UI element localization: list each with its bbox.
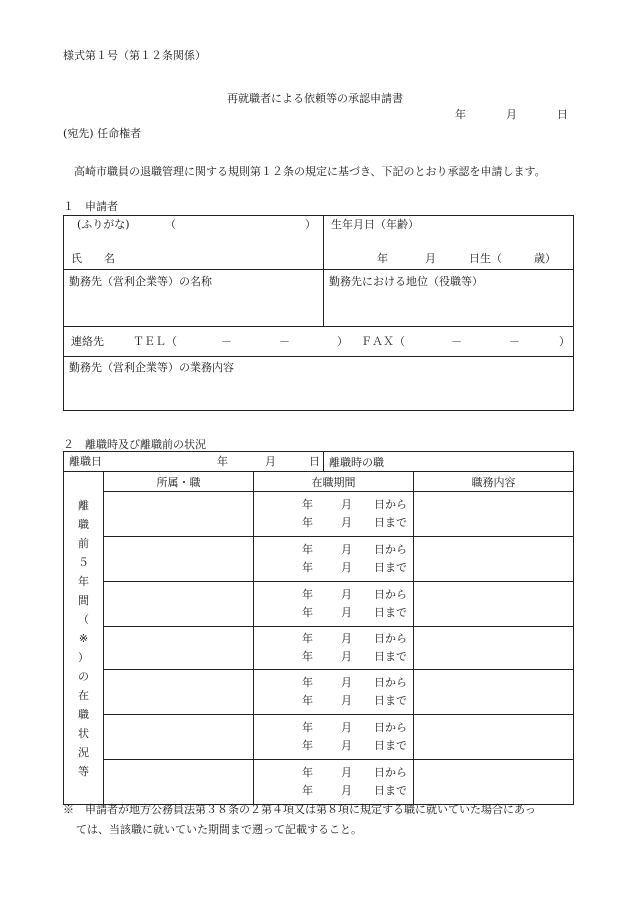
period-to-day: 日まで xyxy=(374,784,407,797)
period-from xyxy=(254,541,413,559)
period-from-month: 月 xyxy=(341,543,352,556)
period-to xyxy=(254,692,413,710)
period-to-month: 月 xyxy=(341,739,352,752)
date-day-label: 日 xyxy=(557,108,568,121)
name-cell[interactable] xyxy=(64,216,324,270)
period-to-day: 日まで xyxy=(374,739,407,752)
tel-dash-2: － xyxy=(279,335,290,348)
career-row xyxy=(64,760,574,805)
career-row xyxy=(64,582,574,627)
period-to-year: 年 xyxy=(302,739,313,752)
vertical-label-char: （ xyxy=(78,612,89,626)
furigana-label: (ふりがな) xyxy=(77,218,130,231)
retire-month: 月 xyxy=(265,455,276,468)
career-row xyxy=(64,537,574,582)
name-label: 氏 名 xyxy=(71,252,115,265)
duties-cell[interactable] xyxy=(414,627,574,670)
vertical-label-char: 状 xyxy=(78,726,89,740)
period-cell[interactable] xyxy=(254,715,414,760)
period-from xyxy=(254,586,413,604)
career-row xyxy=(64,492,574,537)
applicant-table xyxy=(63,215,574,411)
affiliation-cell[interactable] xyxy=(104,627,254,670)
position-label: 勤務先における地位（役職等） xyxy=(329,275,483,288)
period-to xyxy=(254,559,413,577)
vertical-label-char: 離 xyxy=(78,498,89,512)
period-to-month: 月 xyxy=(341,516,352,529)
period-cell[interactable] xyxy=(254,670,414,715)
career-row xyxy=(64,627,574,670)
duties-cell[interactable] xyxy=(414,670,574,715)
fax-dash-2: － xyxy=(509,335,520,348)
tel-dash-1: － xyxy=(221,335,232,348)
career-row xyxy=(64,715,574,760)
period-from-month: 月 xyxy=(341,632,352,645)
business-label: 勤務先（営利企業等）の業務内容 xyxy=(69,361,234,374)
period-to-year: 年 xyxy=(302,694,313,707)
period-from-month: 月 xyxy=(341,721,352,734)
period-to-month: 月 xyxy=(341,784,352,797)
period-from-year: 年 xyxy=(302,498,313,511)
vertical-label-char: 職 xyxy=(78,517,89,531)
period-from-day: 日から xyxy=(374,543,407,556)
period-from xyxy=(254,674,413,692)
form-number: 様式第１号（第１２条関係） xyxy=(63,49,206,62)
vertical-label-char: 在 xyxy=(78,688,89,702)
duties-cell[interactable] xyxy=(414,582,574,627)
vertical-label-char: 職 xyxy=(78,707,89,721)
retire-position-label: 離職時の職 xyxy=(329,455,385,469)
contact-cell[interactable] xyxy=(64,327,574,357)
document-title: 再就職者による依頼等の承認申請書 xyxy=(227,92,403,105)
duties-cell[interactable] xyxy=(414,760,574,805)
footnote-line2: ては、当該職に就いていた期間まで遡って記載すること。 xyxy=(76,823,362,836)
period-from-month: 月 xyxy=(341,588,352,601)
affiliation-cell[interactable] xyxy=(104,760,254,805)
col-period: 在職期間 xyxy=(254,472,414,492)
period-to xyxy=(254,514,413,532)
period-to-day: 日まで xyxy=(374,650,407,663)
vertical-label-char: ） xyxy=(78,650,89,664)
duties-cell[interactable] xyxy=(414,715,574,760)
birth-cell[interactable] xyxy=(324,216,574,270)
retire-date-label: 離職日 xyxy=(69,455,102,468)
date-year-label: 年 xyxy=(455,108,466,121)
col-affiliation: 所属・職 xyxy=(104,472,254,492)
period-to-year: 年 xyxy=(302,516,313,529)
period-to-month: 月 xyxy=(341,561,352,574)
period-from xyxy=(254,496,413,514)
affiliation-cell[interactable] xyxy=(104,537,254,582)
vertical-label-char: 年 xyxy=(78,574,89,588)
period-from-day: 日から xyxy=(374,766,407,779)
addressee: (宛先) 任命権者 xyxy=(63,127,142,140)
vertical-label-char: 間 xyxy=(78,593,89,607)
intro-text: 高崎市職員の退職管理に関する規則第１２条の規定に基づき、下記のとおり承認を申請します。 xyxy=(74,165,546,178)
retire-day: 日 xyxy=(309,455,320,468)
affiliation-cell[interactable] xyxy=(104,670,254,715)
contact-label: 連絡先 xyxy=(71,335,104,348)
period-to xyxy=(254,604,413,622)
application-date[interactable] xyxy=(455,106,568,122)
period-from-year: 年 xyxy=(302,676,313,689)
footnote-line1: ※ 申請者が地方公務員法第３８条の２第４項又は第８項に規定する職に就いていた場合にあっ xyxy=(63,803,536,816)
vertical-label-char: 前 xyxy=(78,536,89,550)
birth-month: 月 xyxy=(425,252,436,265)
birth-label: 生年月日（年齢） xyxy=(331,218,419,231)
period-cell[interactable] xyxy=(254,492,414,537)
period-from-year: 年 xyxy=(302,766,313,779)
period-cell[interactable] xyxy=(254,582,414,627)
vertical-label-char: 況 xyxy=(78,745,89,759)
fax-label: ＦＡＸ（ xyxy=(361,335,405,348)
period-to-year: 年 xyxy=(302,784,313,797)
period-cell[interactable] xyxy=(254,760,414,805)
period-from-day: 日から xyxy=(374,721,407,734)
period-to xyxy=(254,782,413,800)
period-to-month: 月 xyxy=(341,694,352,707)
period-from-year: 年 xyxy=(302,588,313,601)
birth-age: 歳） xyxy=(534,252,556,265)
period-from-month: 月 xyxy=(341,676,352,689)
period-to-day: 日まで xyxy=(374,694,407,707)
period-cell[interactable] xyxy=(254,537,414,582)
retire-position-cell[interactable] xyxy=(324,452,574,472)
employer-cell[interactable] xyxy=(64,270,324,327)
period-to xyxy=(254,648,413,666)
period-to-day: 日まで xyxy=(374,516,407,529)
footnote xyxy=(63,800,573,840)
period-from-year: 年 xyxy=(302,721,313,734)
period-from-year: 年 xyxy=(302,543,313,556)
fax-dash-1: － xyxy=(451,335,462,348)
period-from-month: 月 xyxy=(341,766,352,779)
retire-date-cell[interactable] xyxy=(64,452,324,472)
career-table xyxy=(63,451,574,805)
period-to-month: 月 xyxy=(341,650,352,663)
tel-label: ＴＥＬ（ xyxy=(133,335,177,348)
period-from-day: 日から xyxy=(374,588,407,601)
furigana-close: ） xyxy=(305,218,316,231)
section2-heading: ２ 離職時及び離職前の状況 xyxy=(63,438,206,451)
vertical-label-char: の xyxy=(78,669,89,683)
period-from xyxy=(254,764,413,782)
business-cell[interactable] xyxy=(64,357,574,411)
period-to-year: 年 xyxy=(302,606,313,619)
period-from-day: 日から xyxy=(374,498,407,511)
affiliation-cell[interactable] xyxy=(104,582,254,627)
period-to-day: 日まで xyxy=(374,561,407,574)
career-row xyxy=(64,670,574,715)
birth-year: 年 xyxy=(377,252,388,265)
period-from-day: 日から xyxy=(374,676,407,689)
period-to-year: 年 xyxy=(302,650,313,663)
birth-day: 日生（ xyxy=(469,252,502,265)
period-to xyxy=(254,737,413,755)
career-vertical-label xyxy=(64,472,104,805)
period-cell[interactable] xyxy=(254,627,414,670)
retire-year: 年 xyxy=(217,455,228,468)
duties-cell[interactable] xyxy=(414,492,574,537)
vertical-label-char: ５ xyxy=(78,555,89,569)
period-from xyxy=(254,719,413,737)
period-to-year: 年 xyxy=(302,561,313,574)
date-month-label: 月 xyxy=(506,108,517,121)
vertical-label-char: ※ xyxy=(78,631,89,645)
period-from xyxy=(254,630,413,648)
tel-close: ） xyxy=(337,335,348,348)
period-from-day: 日から xyxy=(374,632,407,645)
fax-close: ） xyxy=(559,335,570,348)
employer-label: 勤務先（営利企業等）の名称 xyxy=(69,275,212,288)
col-duties: 職務内容 xyxy=(414,472,574,492)
affiliation-cell[interactable] xyxy=(104,492,254,537)
period-to-month: 月 xyxy=(341,606,352,619)
period-from-year: 年 xyxy=(302,632,313,645)
furigana-open: （ xyxy=(165,218,176,231)
period-from-month: 月 xyxy=(341,498,352,511)
duties-cell[interactable] xyxy=(414,537,574,582)
period-to-day: 日まで xyxy=(374,606,407,619)
affiliation-cell[interactable] xyxy=(104,715,254,760)
position-cell[interactable] xyxy=(324,270,574,327)
vertical-label-char: 等 xyxy=(78,764,89,778)
section1-heading: １ 申請者 xyxy=(63,200,118,213)
